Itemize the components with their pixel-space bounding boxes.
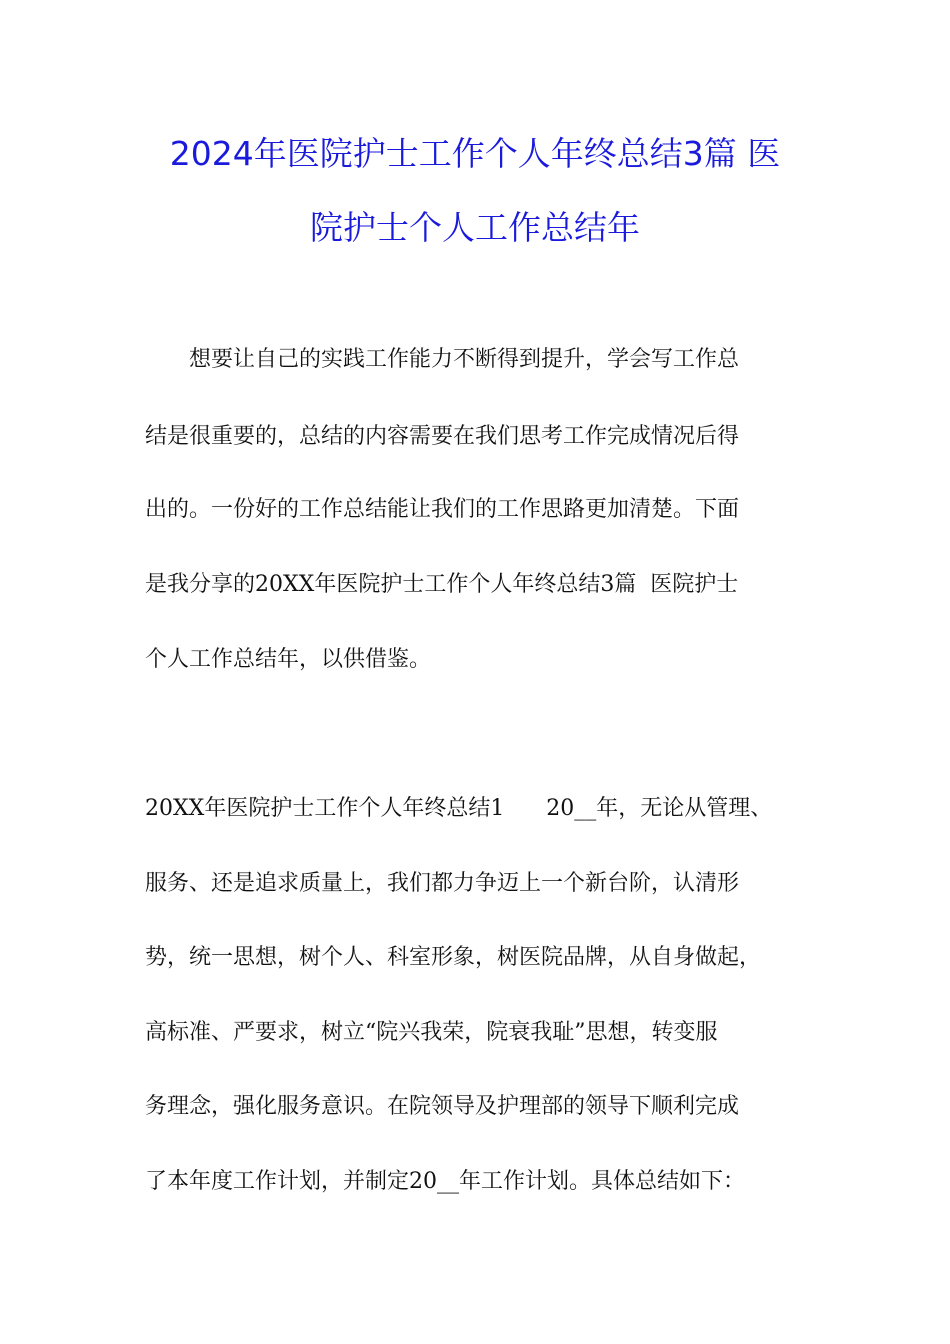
intro-line-3: 出的。一份好的工作总结能让我们的工作思路更加清楚。下面 [145,497,740,522]
section1-line-4: 高标准、严要求，树立“院兴我荣，院衰我耻”思想，转变服 [145,1020,718,1045]
section1-line-1: 20XX年医院护士工作个人年终总结1 20__年，无论从管理、 [145,796,773,821]
intro-line-1: 想要让自己的实践工作能力不断得到提升，学会写工作总 [145,347,740,372]
intro-line-5: 个人工作总结年，以供借鉴。 [145,647,432,672]
document-title-line-2: 院护士个人工作总结年 [310,208,640,247]
intro-line-4: 是我分享的20XX年医院护士工作个人年终总结3篇 医院护士 [145,572,739,597]
section1-line-6: 了本年度工作计划，并制定20__年工作计划。具体总结如下： [145,1169,745,1194]
intro-line-2: 结是很重要的，总结的内容需要在我们思考工作完成情况后得 [145,424,740,449]
document-title-line-1: 2024年医院护士工作个人年终总结3篇 医 [169,134,781,173]
section1-line-5: 务理念，强化服务意识。在院领导及护理部的领导下顺利完成 [145,1094,740,1119]
section1-line-2: 服务、还是追求质量上，我们都力争迈上一个新台阶，认清形 [145,871,740,896]
section1-line-3: 势，统一思想，树个人、科室形象，树医院品牌，从自身做起， [145,945,762,970]
